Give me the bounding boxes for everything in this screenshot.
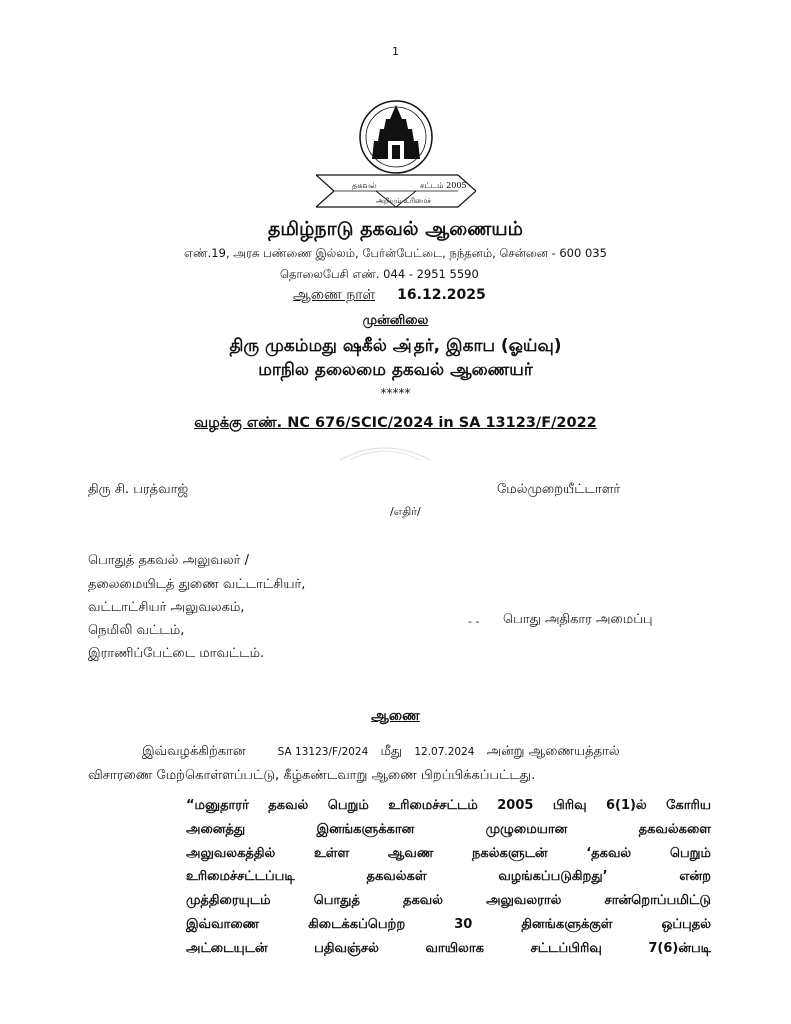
emblem-ribbon-right: சட்டம் 2005 <box>420 181 467 190</box>
respondent-line: நெமிலி வட்டம், <box>88 623 185 638</box>
quote-line: முத்திரையுடம் பொதுத் தகவல் அலுவலரால் சான்றொப்பமிட்டு <box>186 893 711 908</box>
para-text: அன்று ஆணையத்தால் <box>486 744 620 759</box>
para-case-ref: SA 13123/F/2024 <box>277 746 369 758</box>
separator-stars: ***** <box>380 386 411 400</box>
commissioner-name: திரு முகம்மது ஷகீல் அ்தர், இகாப (ஓய்வு) <box>229 336 562 356</box>
respondent-line: தலைமையிடத் துணை வட்டாட்சியர், <box>88 577 306 592</box>
org-name: தமிழ்நாடு தகவல் ஆணையம் <box>268 218 523 240</box>
quote-line: அட்டையுடன் பதிவஞ்சல் வாயிலாக சட்டப்பிரிவு 7(6)ன்படி <box>186 941 711 956</box>
respondent-line: பொதுத் தகவல் அலுவலர் / <box>88 553 249 568</box>
order-date-label: ஆணை நாள் <box>293 287 376 303</box>
phone-number: தொலைபேசி எண். 044 - 2951 5590 <box>280 267 479 281</box>
order-date-value: 16.12.2025 <box>397 287 486 303</box>
respondent-line: வட்டாட்சியர் அலுவலகம், <box>88 600 245 615</box>
order-heading: ஆணை <box>371 708 420 724</box>
faint-stamp-icon <box>335 440 435 462</box>
para-text: மீது <box>380 744 403 759</box>
versus-label: /எதிர்/ <box>390 505 421 518</box>
commissioner-title: மாநில தலைமை தகவல் ஆணையர் <box>258 360 533 380</box>
emblem-ribbon-left: தகவல் <box>352 181 377 190</box>
para-text: இவ்வழக்கிற்கான <box>142 744 246 759</box>
order-date <box>293 287 486 305</box>
respondent-line: இராணிப்பேட்டை மாவட்டம். <box>88 646 265 661</box>
appellant-name: திரு சி. பரத்வாஜ் <box>88 482 189 497</box>
case-number: வழக்கு எண். NC 676/SCIC/2024 in SA 13123/F/2022 <box>194 415 597 431</box>
para-date: 12.07.2024 <box>414 746 475 758</box>
quote-line: இவ்வாணை கிடைக்கப்பெற்ற 30 தினங்களுக்குள் ஒப்புதல் <box>186 917 711 932</box>
order-paragraph-line <box>92 744 620 760</box>
appellant-role: மேல்முறையீட்டாளர் <box>497 482 621 497</box>
emblem-ribbon-bottom: அறியும் உரிமைச் <box>376 197 432 205</box>
respondent-role: பொது அதிகார அமைப்பு <box>503 612 653 627</box>
quote-line: அனைத்து இனங்களுக்கான முழுமையான தகவல்களை <box>186 822 711 837</box>
tamil-nadu-emblem-icon <box>316 97 476 212</box>
quote-line: அலுவலகத்தில் உள்ள ஆவண நகல்களுடன் ‘தகவல் பெறும் <box>186 846 711 861</box>
respondent-dash: - - <box>468 615 480 628</box>
quote-line: உரிமைச்சட்டப்படி தகவல்கள் வழங்கப்படுகிறது’ என்ற <box>186 869 711 884</box>
order-paragraph-line: விசாரணை மேற்கொள்ளப்பட்டு, கீழ்கண்டவாறு ஆணை பிறப்பிக்கப்பட்டது. <box>88 768 536 783</box>
presence-heading: முன்னிலை <box>362 313 429 328</box>
address: எண்.19, அரசு பண்ணை இல்லம், பேர்ன்பேட்டை, நந்தனம், சென்னை - 600 035 <box>184 246 607 260</box>
quote-line: “மனுதாரர் தகவல் பெறும் உரிமைச்சட்டம் 2005 பிரிவு 6(1)ல் கோரிய <box>186 798 711 813</box>
page-number: 1 <box>392 45 399 58</box>
